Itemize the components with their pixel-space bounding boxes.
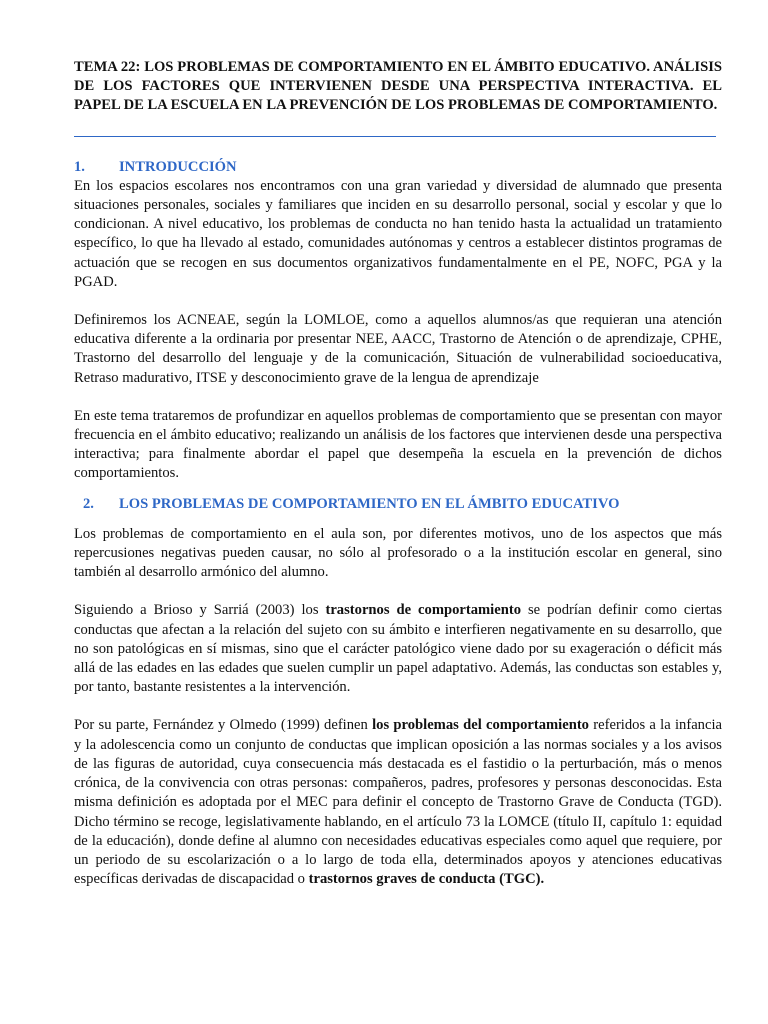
section-2-heading [74, 495, 722, 514]
document-title: TEMA 22: LOS PROBLEMAS DE COMPORTAMIENTO EN EL ÁMBITO EDUCATIVO. ANÁLISIS DE LOS FACTORES QUE INTERVIENEN DESDE UNA PERSPECTIVA INTERACTIVA. EL PAPEL DE LA ESCUELA EN LA PREVENCIÓN DE LOS PROBLEMAS DE COMPORTAMIENTO. [74, 59, 722, 114]
bold-term-trastornos: trastornos de comportamiento [325, 602, 521, 619]
bold-term-problemas: los problemas del comportamiento [372, 717, 589, 734]
section-2-number: 2. [83, 495, 94, 512]
section-1-paragraph-1: En los espacios escolares nos encontramos con una gran variedad y diversidad de alumnado que presenta situaciones personales, sociales y familiares que inciden en su desarrollo personal, social y escolar y que lo condicionan. A nivel educativo, los problemas de conducta no han tenido hasta la actualidad un tratamiento específico, lo que ha llevado al estado, comunidades autónomas y centros a establecer distintos programas de actuación que se recogen en sus documentos organizativos fundamentalmente en el PE, NOFC, PGA y la PGAD. [74, 177, 722, 290]
section-2-paragraph-2: Siguiendo a Brioso y Sarriá (2003) los trastornos de comportamiento se podrían definir como ciertas conductas que afectan a la relación del sujeto con su ámbito e interfieren negativamente en su desarrollo, que no son patológicas en sí mismas, sino que el carácter patológico viene dado por su exageración o déficit más allá de las edades en las edades que suelen cumplir un papel adaptativo. Además, las conductas son estables y, por tanto, bastante resistentes a la intervención. [74, 602, 722, 696]
bold-term-tgc: trastornos graves de conducta (TGC). [308, 871, 545, 888]
section-2-paragraph-3: Por su parte, Fernández y Olmedo (1999) definen los problemas del comportamiento referidos a la infancia y la adolescencia como un conjunto de conductas que implican oposición a las normas sociales y a los avisos de las figuras de autoridad, cuya consecuencia más destacada es el fastidio o la perturbación, más o menos crónica, de la convivencia con otras personas: compañeros, padres, profesores y personas desconocidas. Esta misma definición es adoptada por el MEC para definir el concepto de Trastorno Grave de Conducta (TGD). Dicho término se recoge, legislativamente hablando, en el artículo 73 la LOMCE (título II, capítulo 1: equidad de la educación), donde define al alumno con necesidades educativas especiales como aquel que requiere, por un periodo de su escolarización o a lo largo de toda ella, determinados apoyos y atenciones educativas específicas derivadas de discapacidad o trastornos graves de conducta (TGC). [74, 717, 722, 888]
section-2-paragraph-1: Los problemas de comportamiento en el aula son, por diferentes motivos, uno de los aspectos que más repercusiones negativas pueden causar, no sólo al profesorado o a la institución escolar en general, sino también al desarrollo armónico del alumno. [74, 525, 722, 581]
section-1-heading [74, 158, 722, 177]
title-divider [74, 136, 716, 137]
section-1-paragraph-3: En este tema trataremos de profundizar en aquellos problemas de comportamiento que se presentan con mayor frecuencia en el ámbito educativo; realizando un análisis de los factores que intervienen desde una perspectiva interactiva; para finalmente abordar el papel que desempeña la escuela en la prevención de dichos comportamientos. [74, 407, 722, 482]
document-page [74, 58, 722, 889]
section-1-paragraph-2: Definiremos los ACNEAE, según la LOMLOE, como a aquellos alumnos/as que requieran una atención educativa diferente a la ordinaria por presentar NEE, AACC, Trastorno de Atención o de aprendizaje, CPHE, Trastorno del desarrollo del lenguaje y de la comunicación, Situación de vulnerabilidad socioeducativa, Retraso madurativo, ITSE y desconocimiento grave de la lengua de aprendizaje [74, 312, 722, 386]
section-1-number: 1. [74, 158, 85, 175]
section-1-title: INTRODUCCIÓN [119, 158, 237, 175]
section-2-title: LOS PROBLEMAS DE COMPORTAMIENTO EN EL ÁMBITO EDUCATIVO [119, 495, 620, 512]
